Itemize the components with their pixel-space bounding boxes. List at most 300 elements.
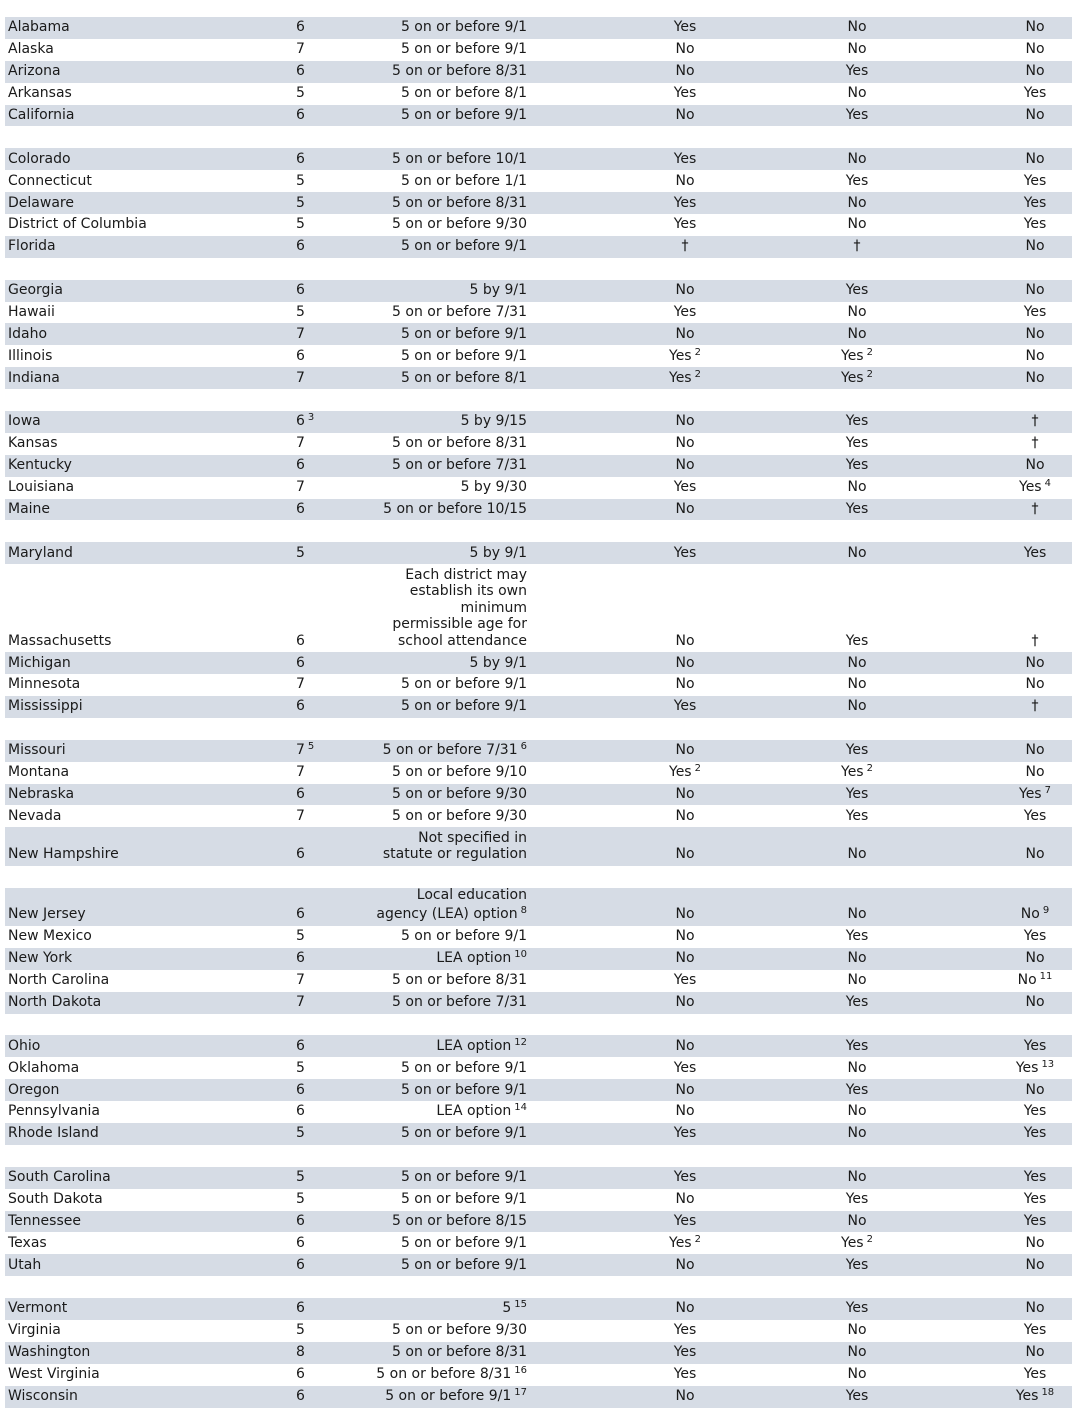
kindergarten-col2-cell-text: Yes — [845, 742, 869, 759]
compulsory-age-cell-text: 6 — [296, 347, 305, 364]
kindergarten-col3-cell — [1005, 950, 1065, 967]
state-cell-text: Michigan — [8, 654, 71, 671]
state-cell — [8, 348, 52, 365]
footnote-marker: 2 — [866, 346, 873, 358]
entry-age-cell — [392, 1344, 527, 1361]
kindergarten-col3-cell-text: No — [1025, 994, 1045, 1011]
kindergarten-col3-cell-text: No — [1025, 150, 1045, 167]
kindergarten-col2-cell-text: No — [847, 1212, 867, 1229]
entry-age-cell-text: 5 on or before 9/1 — [400, 1125, 527, 1142]
kindergarten-col2-cell — [827, 304, 887, 321]
compulsory-age-cell-text: 7 — [296, 676, 305, 693]
entry-age-cell — [392, 1322, 527, 1339]
compulsory-age-cell-text: 6 — [296, 106, 305, 123]
kindergarten-col1-cell — [655, 1038, 715, 1055]
entry-age-cell — [392, 1213, 527, 1230]
kindergarten-col3-cell-text: No — [1017, 972, 1037, 989]
kindergarten-col3-cell-text: No — [1025, 347, 1045, 364]
kindergarten-col1-cell-text: Yes — [669, 1234, 692, 1251]
table-row — [5, 61, 1072, 83]
compulsory-age-cell-text: 5 — [296, 216, 305, 233]
compulsory-age-cell — [296, 173, 305, 190]
state-cell — [8, 19, 70, 36]
state-cell — [8, 676, 80, 693]
compulsory-age-cell-text: 6 — [296, 63, 305, 80]
kindergarten-col1-cell — [655, 173, 715, 190]
state-cell — [8, 1169, 111, 1186]
kindergarten-col1-cell-text: Yes — [669, 347, 692, 364]
kindergarten-col2-cell-text: No — [847, 479, 867, 496]
entry-age-cell — [461, 413, 527, 430]
kindergarten-col2-cell — [827, 1125, 887, 1142]
compulsory-age-cell-text: 6 — [296, 846, 305, 863]
compulsory-age-cell — [296, 906, 305, 923]
kindergarten-col1-cell — [655, 950, 715, 967]
compulsory-age-cell-text: 8 — [296, 1344, 305, 1361]
table-row — [5, 1254, 1072, 1276]
kindergarten-col1-cell-text: No — [675, 500, 695, 517]
kindergarten-col3-cell-text: No — [1025, 676, 1045, 693]
state-cell — [8, 1257, 41, 1274]
kindergarten-col1-cell — [655, 107, 715, 124]
kindergarten-col3-cell — [1005, 457, 1065, 474]
kindergarten-col1-cell — [655, 41, 715, 58]
kindergarten-col2-cell — [827, 367, 887, 387]
entry-age-cell-text: 5 on or before 7/31 — [382, 742, 518, 759]
kindergarten-col1-cell — [655, 326, 715, 343]
kindergarten-col2-cell — [827, 633, 887, 650]
footnote-marker: 2 — [866, 763, 873, 774]
kindergarten-col2-cell — [827, 1300, 887, 1317]
compulsory-age-cell-text: 7 — [296, 325, 305, 342]
entry-age-cell — [401, 85, 527, 102]
entry-age-cell-text: 5 on or before 9/30 — [392, 807, 527, 824]
compulsory-age-cell-text: 5 — [296, 303, 305, 320]
kindergarten-col3-cell — [1005, 501, 1065, 518]
entry-age-cell — [401, 19, 527, 36]
state-cell-text: West Virginia — [8, 1366, 100, 1383]
compulsory-age-cell-text: 7 — [296, 41, 305, 58]
entry-age-cell-text: 5 on or before 9/1 — [400, 1059, 527, 1076]
kindergarten-col3-cell-text: Yes — [1023, 544, 1047, 561]
kindergarten-col2-cell — [827, 1366, 887, 1383]
kindergarten-col3-cell-text: Yes — [1015, 1388, 1039, 1405]
entry-age-cell-text: 5 by 9/1 — [469, 544, 527, 561]
compulsory-age-cell — [296, 1038, 305, 1055]
kindergarten-col2-cell — [827, 413, 887, 430]
footnote-marker: 2 — [866, 1233, 873, 1245]
state-cell-text: North Dakota — [8, 994, 102, 1011]
compulsory-age-cell-text: 7 — [296, 742, 305, 759]
compulsory-age-cell — [296, 1082, 305, 1099]
compulsory-age-cell — [296, 85, 305, 102]
table-row — [5, 1167, 1072, 1189]
kindergarten-col2-cell-text: Yes — [845, 435, 869, 452]
kindergarten-col1-cell — [655, 85, 715, 102]
table-row — [5, 105, 1072, 127]
kindergarten-col3-cell — [1005, 808, 1065, 825]
table-row — [5, 1320, 1072, 1342]
entry-age-cell-text: LEA option — [436, 1037, 512, 1054]
kindergarten-col2-cell-text: Yes — [845, 63, 869, 80]
state-cell — [8, 216, 147, 233]
kindergarten-col2-cell — [827, 1169, 887, 1186]
entry-age-cell-text — [383, 830, 527, 863]
state-cell — [8, 107, 74, 124]
table-row — [5, 17, 1072, 39]
entry-age-cell — [401, 928, 527, 945]
state-cell — [8, 1038, 40, 1055]
state-cell-text: New Mexico — [8, 928, 92, 945]
state-cell — [8, 238, 56, 255]
kindergarten-col3-cell — [1005, 282, 1065, 299]
kindergarten-col1-cell — [655, 633, 715, 650]
entry-age-cell-text: 5 on or before 8/31 — [392, 194, 527, 211]
kindergarten-col3-cell-text: No — [1025, 1344, 1045, 1361]
table-row — [5, 827, 1072, 865]
kindergarten-col1-cell — [655, 435, 715, 452]
entry-age-cell — [376, 887, 527, 923]
kindergarten-col1-cell — [655, 1300, 715, 1317]
entry-age-cell-text — [392, 567, 527, 650]
table-row — [5, 499, 1072, 521]
state-cell-text: Arizona — [8, 63, 61, 80]
entry-age-cell-text: 5 on or before 9/1 — [400, 1169, 527, 1186]
entry-age-cell — [392, 972, 527, 989]
state-cell — [8, 764, 69, 781]
entry-age-cell — [401, 1060, 527, 1077]
kindergarten-col3-cell-text: Yes — [1019, 785, 1042, 802]
kindergarten-col3-cell — [1005, 63, 1065, 80]
kindergarten-col2-cell-text: No — [847, 1169, 867, 1186]
kindergarten-col2-cell — [827, 216, 887, 233]
kindergarten-col3-cell — [1005, 476, 1065, 496]
kindergarten-col3-cell-text: No — [1025, 846, 1045, 863]
kindergarten-col2-cell-text: No — [847, 676, 867, 693]
state-cell — [8, 1235, 47, 1252]
entry-age-cell — [502, 1297, 527, 1317]
entry-age-cell — [385, 1385, 527, 1405]
kindergarten-col1-cell-text: No — [675, 1256, 695, 1273]
kindergarten-col3-cell — [1005, 435, 1065, 452]
kindergarten-col2-cell-text: No — [847, 654, 867, 671]
kindergarten-col3-cell — [1005, 304, 1065, 321]
kindergarten-col3-cell — [1005, 783, 1065, 803]
kindergarten-col3-cell — [1005, 413, 1065, 430]
compulsory-age-cell — [296, 1169, 305, 1186]
kindergarten-col1-cell — [655, 151, 715, 168]
kindergarten-col2-cell-text: No — [847, 41, 867, 58]
state-cell-text: Georgia — [8, 282, 63, 299]
kindergarten-col2-cell — [827, 655, 887, 672]
kindergarten-col2-cell — [827, 345, 887, 365]
footnote-marker: 18 — [1041, 1387, 1055, 1399]
kindergarten-col1-cell-text: Yes — [673, 1344, 697, 1361]
state-cell — [8, 545, 73, 562]
kindergarten-col3-cell-text: Yes — [1023, 1191, 1047, 1208]
entry-age-cell — [401, 676, 527, 693]
state-cell-text: Louisiana — [8, 479, 75, 496]
entry-age-cell — [392, 567, 527, 650]
kindergarten-col3-cell-text: No — [1025, 457, 1045, 474]
kindergarten-col2-cell-text: Yes — [845, 1191, 869, 1208]
kindergarten-col1-cell-text: No — [675, 846, 695, 863]
compulsory-age-cell-text: 7 — [296, 479, 305, 496]
footnote-marker: 16 — [514, 1365, 527, 1377]
kindergarten-col1-cell-text: Yes — [673, 303, 697, 320]
kindergarten-col2-cell — [827, 1322, 887, 1339]
entry-age-cell — [392, 63, 527, 80]
entry-age-cell-text: 5 by 9/30 — [460, 479, 527, 496]
kindergarten-col3-cell-text: † — [1031, 435, 1039, 452]
compulsory-age-cell — [296, 457, 305, 474]
compulsory-age-cell-text: 5 — [296, 1125, 305, 1142]
compulsory-age-cell-text: 6 — [296, 1081, 305, 1098]
state-cell — [8, 742, 66, 759]
kindergarten-col1-cell — [655, 698, 715, 715]
state-cell — [8, 435, 58, 452]
table-row — [5, 1298, 1072, 1320]
entry-age-cell — [392, 304, 527, 321]
compulsory-age-cell-text: 6 — [296, 150, 305, 167]
kindergarten-col1-cell — [655, 19, 715, 36]
state-cell — [8, 85, 72, 102]
kindergarten-col1-cell-text: Yes — [673, 150, 697, 167]
state-cell-text: Minnesota — [8, 676, 81, 693]
kindergarten-col1-cell-text: No — [675, 41, 695, 58]
table-row — [5, 148, 1072, 170]
footnote-marker: 15 — [514, 1299, 527, 1311]
compulsory-age-cell — [296, 972, 305, 989]
state-cell-text: Vermont — [8, 1300, 68, 1317]
kindergarten-col2-cell — [827, 1388, 887, 1405]
entry-age-cell-text: 5 on or before 9/1 — [400, 1081, 527, 1098]
kindergarten-col3-cell-text: Yes — [1023, 1366, 1047, 1383]
state-cell-text: Massachusetts — [8, 632, 112, 649]
kindergarten-col1-cell-text: No — [675, 413, 695, 430]
kindergarten-col3-cell — [1005, 698, 1065, 715]
table-row — [5, 1232, 1072, 1254]
kindergarten-col1-cell — [655, 1344, 715, 1361]
kindergarten-col1-cell-text: No — [675, 1081, 695, 1098]
compulsory-age-cell-text: 7 — [296, 807, 305, 824]
state-cell-text: New Jersey — [8, 906, 86, 923]
kindergarten-col1-cell-text: Yes — [673, 1169, 697, 1186]
kindergarten-col3-cell-text: No — [1025, 1256, 1045, 1273]
state-cell-text: Arkansas — [8, 85, 72, 102]
kindergarten-col1-cell — [655, 216, 715, 233]
kindergarten-col2-cell-text: Yes — [841, 369, 864, 386]
kindergarten-col1-cell-text: Yes — [673, 1366, 697, 1383]
entry-age-cell — [401, 370, 527, 387]
kindergarten-col1-cell-text: Yes — [669, 764, 692, 780]
state-cell-text: Illinois — [8, 347, 53, 364]
kindergarten-col3-cell — [1005, 85, 1065, 102]
kindergarten-col2-cell — [827, 994, 887, 1011]
footnote-marker: 17 — [514, 1387, 527, 1399]
state-cell-text: Nebraska — [8, 785, 75, 802]
compulsory-age-cell-text: 7 — [296, 764, 305, 780]
entry-age-cell — [461, 479, 527, 496]
entry-age-cell-text: 5 by 9/1 — [469, 654, 527, 671]
compulsory-age-cell-text: 5 — [296, 1191, 305, 1208]
kindergarten-col2-cell — [827, 19, 887, 36]
kindergarten-col1-cell — [655, 1191, 715, 1208]
kindergarten-col1-cell-text: No — [675, 928, 695, 945]
table-row — [5, 992, 1072, 1014]
compulsory-age-cell — [296, 1125, 305, 1142]
entry-line: Not specified in — [418, 829, 527, 846]
kindergarten-col1-cell — [655, 1257, 715, 1274]
entry-age-cell — [436, 1035, 527, 1055]
state-cell-text: Connecticut — [8, 172, 92, 189]
kindergarten-col1-cell-text: No — [675, 106, 695, 123]
kindergarten-col2-cell-text: No — [847, 85, 867, 102]
kindergarten-col3-cell — [1005, 1366, 1065, 1383]
kindergarten-col1-cell — [655, 676, 715, 693]
state-cell — [8, 413, 41, 430]
state-cell — [8, 1366, 100, 1383]
table-row — [5, 1189, 1072, 1211]
entry-age-cell — [401, 1125, 527, 1142]
compulsory-age-cell-text: 6 — [296, 1103, 305, 1120]
kindergarten-col3-cell-text: Yes — [1023, 807, 1047, 824]
kindergarten-col3-cell — [1005, 348, 1065, 365]
state-cell-text: Wisconsin — [8, 1388, 78, 1405]
kindergarten-col2-cell — [827, 501, 887, 518]
kindergarten-col2-cell — [827, 1103, 887, 1120]
kindergarten-col2-cell — [827, 1232, 887, 1252]
compulsory-age-cell-text: 7 — [296, 435, 305, 452]
entry-age-cell — [436, 1100, 527, 1120]
footnote-marker: 2 — [694, 1233, 701, 1245]
compulsory-age-cell — [296, 655, 305, 672]
state-cell — [8, 846, 119, 863]
state-cell-text: South Dakota — [8, 1191, 103, 1208]
compulsory-age-cell-text: 6 — [296, 1300, 305, 1317]
kindergarten-col3-cell-text: No — [1025, 764, 1045, 780]
footnote-marker: 14 — [514, 1102, 527, 1114]
kindergarten-col3-cell-text: No — [1025, 238, 1045, 255]
state-cell-text: Maine — [8, 500, 51, 517]
kindergarten-col3-cell-text: Yes — [1019, 479, 1042, 496]
kindergarten-col2-cell-text: Yes — [841, 347, 864, 364]
compulsory-age-cell — [296, 216, 305, 233]
compulsory-age-cell-text: 5 — [296, 1059, 305, 1076]
kindergarten-col3-cell-text: No — [1025, 369, 1045, 386]
compulsory-age-cell-text: 6 — [296, 19, 305, 36]
kindergarten-col1-cell-text: Yes — [673, 698, 697, 715]
kindergarten-col1-cell-text: No — [675, 1037, 695, 1054]
kindergarten-col2-cell-text: Yes — [845, 994, 869, 1011]
state-cell — [8, 63, 61, 80]
compulsory-age-cell — [296, 326, 305, 343]
kindergarten-col2-cell-text: Yes — [845, 106, 869, 123]
kindergarten-col1-cell — [655, 808, 715, 825]
table-row — [5, 192, 1072, 214]
entry-age-cell-text: 5 by 9/1 — [469, 282, 527, 299]
compulsory-age-cell-text: 5 — [296, 1169, 305, 1186]
kindergarten-col3-cell-text: No — [1025, 1081, 1045, 1098]
table-row — [5, 740, 1072, 762]
state-cell — [8, 1322, 61, 1339]
compulsory-age-cell — [296, 1300, 305, 1317]
compulsory-age-cell-text: 6 — [296, 698, 305, 715]
compulsory-age-cell — [296, 19, 305, 36]
state-cell-text: Oregon — [8, 1081, 60, 1098]
entry-line: permissible age for — [392, 616, 527, 633]
kindergarten-col2-cell-text: Yes — [841, 764, 864, 780]
kindergarten-col3-cell — [1005, 195, 1065, 212]
table-row — [5, 1057, 1072, 1079]
kindergarten-col2-cell-text: Yes — [845, 1256, 869, 1273]
kindergarten-col2-cell — [827, 1344, 887, 1361]
state-cell-text: Indiana — [8, 369, 60, 386]
kindergarten-col2-cell — [827, 1038, 887, 1055]
kindergarten-col2-cell-text: No — [847, 216, 867, 233]
kindergarten-col3-cell-text: No — [1025, 282, 1045, 299]
table-row — [5, 323, 1072, 345]
entry-age-cell — [392, 764, 527, 781]
kindergarten-col2-cell — [827, 85, 887, 102]
state-cell — [8, 479, 74, 496]
kindergarten-col3-cell-text: No — [1025, 19, 1045, 36]
kindergarten-col2-cell — [827, 1060, 887, 1077]
table-row — [5, 236, 1072, 258]
state-cell-text: Kentucky — [8, 457, 72, 474]
kindergarten-col1-cell — [655, 545, 715, 562]
kindergarten-col2-cell — [827, 195, 887, 212]
footnote-marker: 13 — [1041, 1058, 1055, 1070]
table-row — [5, 83, 1072, 105]
state-cell-text: Tennessee — [8, 1212, 81, 1229]
entry-age-cell — [401, 1191, 527, 1208]
kindergarten-col2-cell-text: No — [847, 1103, 867, 1120]
state-cell-text: Missouri — [8, 742, 66, 759]
kindergarten-col3-cell-text: No — [1025, 654, 1045, 671]
entry-age-cell-text: 5 on or before 8/1 — [400, 369, 527, 386]
kindergarten-col1-cell-text: Yes — [673, 216, 697, 233]
kindergarten-col1-cell — [655, 304, 715, 321]
state-cell-text: Washington — [8, 1344, 91, 1361]
compulsory-age-cell — [296, 1103, 305, 1120]
kindergarten-col1-cell-text: No — [675, 1300, 695, 1317]
kindergarten-col2-cell — [827, 761, 887, 781]
compulsory-age-cell-text: 6 — [296, 1212, 305, 1229]
compulsory-age-cell — [296, 1344, 305, 1361]
entry-age-cell-text: 5 on or before 9/30 — [392, 785, 527, 802]
state-cell — [8, 151, 71, 168]
compulsory-age-cell — [296, 1213, 305, 1230]
kindergarten-col3-cell-text: No — [1025, 742, 1045, 759]
kindergarten-col2-cell-text: Yes — [845, 1037, 869, 1054]
kindergarten-col3-cell — [1005, 173, 1065, 190]
entry-age-cell-text: 5 on or before 9/1 — [400, 698, 527, 715]
kindergarten-col3-cell-text: Yes — [1023, 172, 1047, 189]
kindergarten-col2-cell-text: No — [847, 1322, 867, 1339]
kindergarten-col2-cell — [827, 786, 887, 803]
kindergarten-col1-cell — [655, 994, 715, 1011]
kindergarten-col2-cell — [827, 63, 887, 80]
state-cell-text: Texas — [8, 1234, 47, 1251]
kindergarten-col1-cell-text: Yes — [673, 972, 697, 989]
table-row — [5, 1035, 1072, 1057]
entry-age-cell-text: 5 on or before 8/31 — [392, 63, 527, 80]
table-row — [5, 170, 1072, 192]
entry-age-cell-text: 5 on or before 9/1 — [400, 347, 527, 364]
compulsory-age-cell-text: 6 — [296, 632, 305, 649]
kindergarten-col1-cell — [655, 367, 715, 387]
